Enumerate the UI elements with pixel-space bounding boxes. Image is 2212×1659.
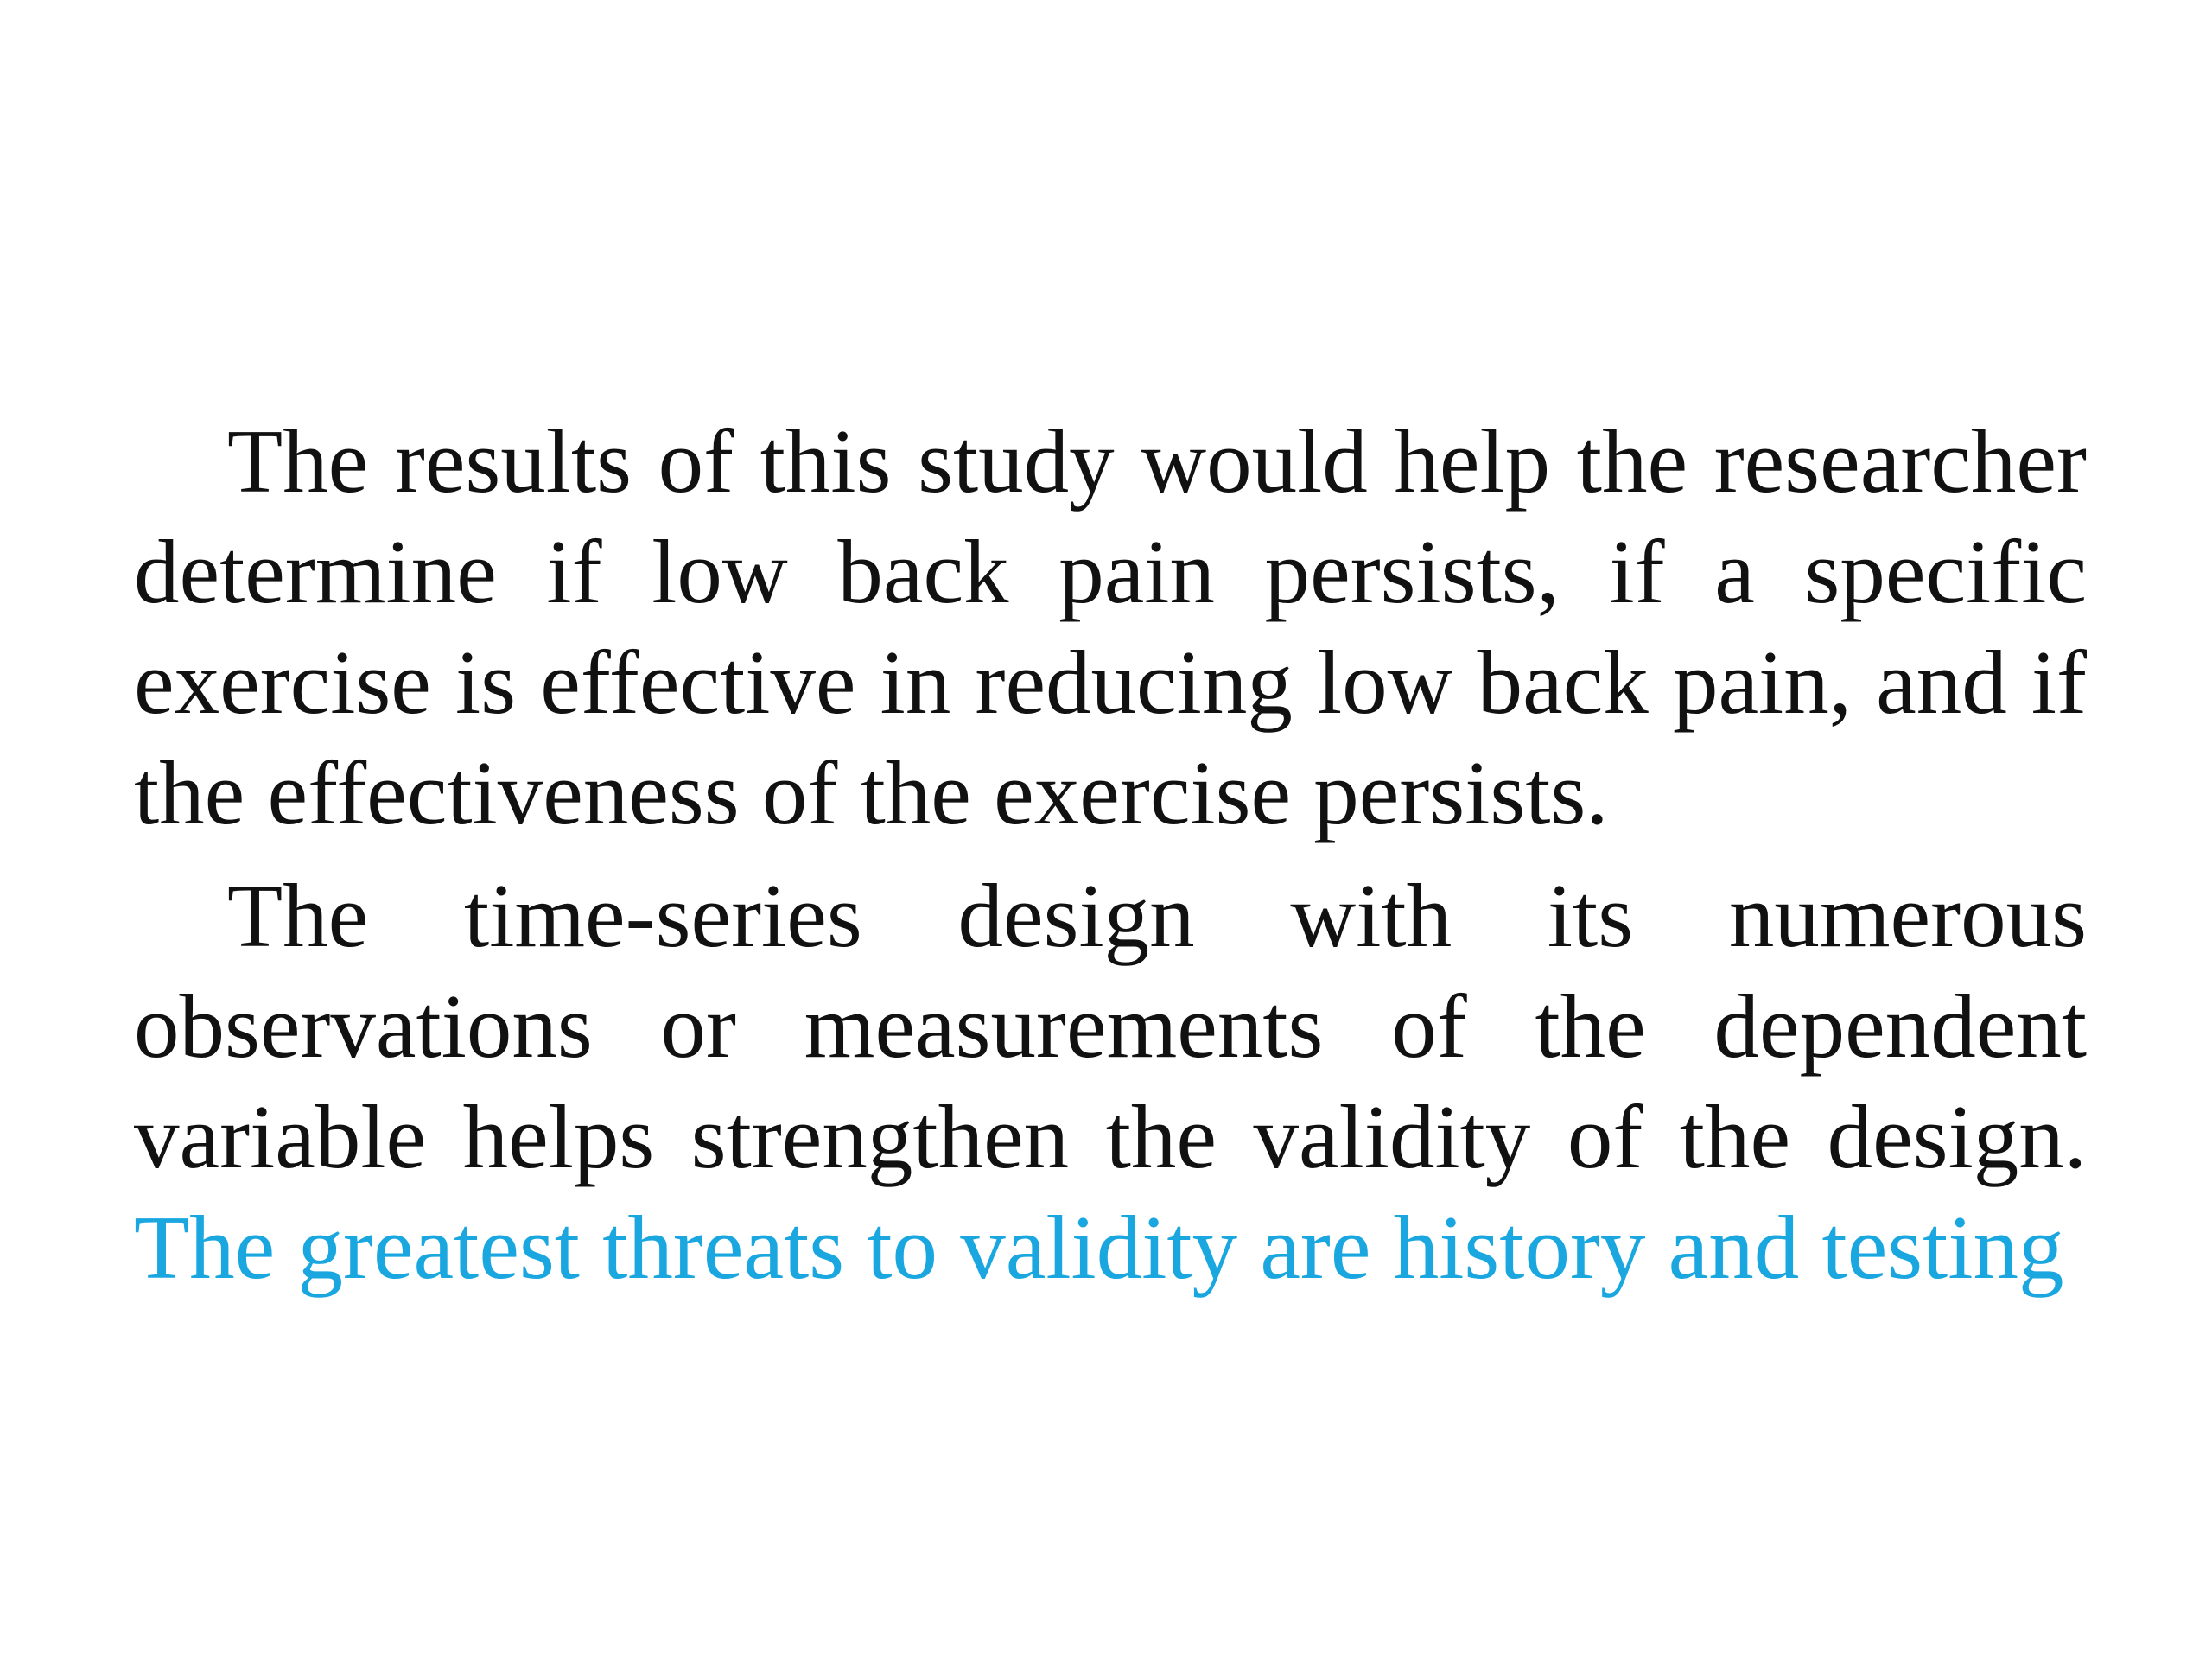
- paragraph-results: [134, 406, 2087, 849]
- validity-threats-highlight: The greatest threats to validity are history and testing: [134, 1197, 2064, 1298]
- paragraph-results-text: The results of this study would help the researcher determine if low back pain persists, if a specific exercise is effective in reducing low back pain, and if the effectiveness of the exercise persists.: [134, 410, 2087, 843]
- text-body: [134, 406, 2087, 1303]
- paragraph-design-text: The time-series design with its numerous observations or measurements of the dependent variable helps strengthen the validity of the design.: [134, 865, 2087, 1187]
- paragraph-design: [134, 861, 2087, 1303]
